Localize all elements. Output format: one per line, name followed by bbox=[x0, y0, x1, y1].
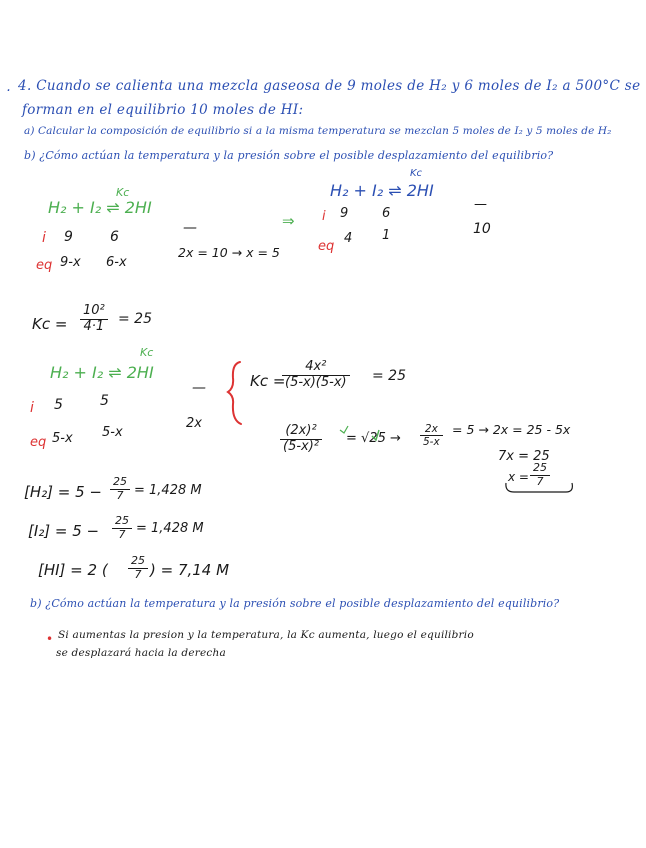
sqrt-step-x-denominator: 7 bbox=[536, 474, 544, 488]
problem-line-2: forman en el equilibrio 10 moles de HI: bbox=[22, 102, 304, 118]
answer-b-bullet: • bbox=[46, 632, 54, 646]
table2-eq-h2: 4 bbox=[344, 231, 353, 246]
sqrt-step-small-denominator: 5-x bbox=[423, 436, 440, 449]
result-hi-lhs: [HI] = 2 ( bbox=[38, 561, 108, 579]
kc-calc-result: = 25 bbox=[118, 311, 152, 327]
sqrt-step-small-numerator: 2x bbox=[420, 423, 443, 436]
answer-b-line-1: Si aumentas la presion y la temperatura, la Kc aumenta, luego el equilibrio bbox=[58, 629, 474, 641]
sqrt-step-x-label: x = bbox=[508, 470, 529, 484]
sqrt-step-numerator: (2x)² bbox=[280, 424, 322, 440]
table1-reaction: H₂ + I₂ ⇌ 2HI bbox=[48, 198, 152, 217]
answer-b-line-2: se desplazará hacia la derecha bbox=[56, 647, 226, 659]
table1-kc-label: Kc bbox=[116, 186, 130, 199]
kc-expr-numerator: 4x² bbox=[282, 360, 350, 376]
implies-arrow: ⇒ bbox=[282, 212, 295, 230]
kc-calc-label: Kc = bbox=[32, 315, 68, 333]
table3-row-eq-label: eq bbox=[30, 435, 47, 450]
table3-i-h2: 5 bbox=[54, 397, 63, 413]
kc-calc-denominator: 4·1 bbox=[83, 318, 105, 334]
result-h2-lhs: [H₂] = 5 − bbox=[24, 483, 102, 501]
table3-row-i-label: i bbox=[30, 400, 34, 416]
table1-row-eq-label: eq bbox=[36, 258, 53, 273]
kc-calc-numerator: 10² bbox=[80, 304, 108, 320]
kc-expr-result: = 25 bbox=[372, 368, 406, 384]
problem-line-1: 4. Cuando se calienta una mezcla gaseosa de 9 moles de H₂ y 6 moles de I₂ a 500°C se bbox=[18, 78, 641, 94]
result-hi-rhs: ) = 7,14 M bbox=[150, 561, 230, 579]
table2-row-i-label: i bbox=[322, 209, 326, 224]
bullet-dot: · bbox=[6, 83, 11, 99]
result-i2-denominator: 7 bbox=[118, 527, 126, 541]
sqrt-step-x-numerator: 25 bbox=[530, 462, 550, 476]
table2-eq-hi: 10 bbox=[473, 221, 491, 237]
answer-b-question: b) ¿Cómo actúan la temperatura y la presión sobre el posible desplazamiento del equilibrio? bbox=[30, 597, 560, 610]
sqrt-step-rest: = 5 → 2x = 25 - 5x bbox=[452, 422, 571, 437]
result-h2-denominator: 7 bbox=[116, 488, 124, 502]
result-h2-fraction bbox=[110, 476, 130, 502]
table3-reaction: H₂ + I₂ ⇌ 2HI bbox=[50, 363, 154, 382]
table1-i-i2: 6 bbox=[110, 229, 119, 245]
result-i2-numerator: 25 bbox=[112, 515, 132, 529]
table1-eq-i2: 6-x bbox=[106, 255, 127, 270]
table1-i-hi: — bbox=[183, 220, 197, 236]
table1-row-i-label: i bbox=[42, 230, 46, 246]
table2-eq-i2: 1 bbox=[382, 228, 391, 243]
result-i2-fraction bbox=[112, 515, 132, 541]
kc-expr-label: Kc = bbox=[250, 372, 286, 390]
table3-eq-hi: 2x bbox=[186, 416, 202, 431]
table3-eq-h2: 5-x bbox=[52, 431, 73, 446]
result-hi-denominator: 7 bbox=[134, 567, 142, 581]
table2-i-hi: — bbox=[474, 197, 487, 212]
result-hi-numerator: 25 bbox=[128, 555, 148, 569]
table1-calc: 2x = 10 → x = 5 bbox=[178, 245, 280, 260]
table2-reaction: H₂ + I₂ ⇌ 2HI bbox=[330, 181, 434, 200]
result-h2-numerator: 25 bbox=[110, 476, 130, 490]
result-i2-rhs: = 1,428 M bbox=[136, 521, 204, 536]
part-a-question: a) Calcular la composición de equilibrio si a la misma temperatura se mezclan 5 moles de I₂ y 5 moles de H₂ bbox=[24, 125, 612, 137]
table3-kc-label: Kc bbox=[140, 346, 154, 359]
table2-i-i2: 6 bbox=[382, 206, 391, 221]
sqrt-step-rhs: = √25 → bbox=[346, 431, 401, 446]
kc-expr-denominator: (5-x)(5-x) bbox=[285, 374, 347, 390]
table1-i-h2: 9 bbox=[64, 229, 73, 245]
sqrt-step-7x: 7x = 25 bbox=[498, 449, 550, 464]
table3-i-i2: 5 bbox=[100, 393, 109, 409]
table2-kc-label: Kc bbox=[410, 168, 423, 179]
part-b-question: b) ¿Cómo actúan la temperatura y la presión sobre el posible desplazamiento del equilibrio? bbox=[24, 149, 554, 162]
table2-row-eq-label: eq bbox=[318, 239, 335, 254]
result-i2-lhs: [I₂] = 5 − bbox=[28, 522, 100, 540]
table2-i-h2: 9 bbox=[340, 206, 349, 221]
table1-eq-h2: 9-x bbox=[60, 255, 81, 270]
table3-i-hi: — bbox=[192, 380, 206, 396]
table3-eq-i2: 5-x bbox=[102, 425, 123, 440]
sqrt-step-denominator: (5-x)² bbox=[283, 438, 320, 454]
result-h2-rhs: = 1,428 M bbox=[134, 483, 202, 498]
result-hi-fraction bbox=[128, 555, 148, 581]
